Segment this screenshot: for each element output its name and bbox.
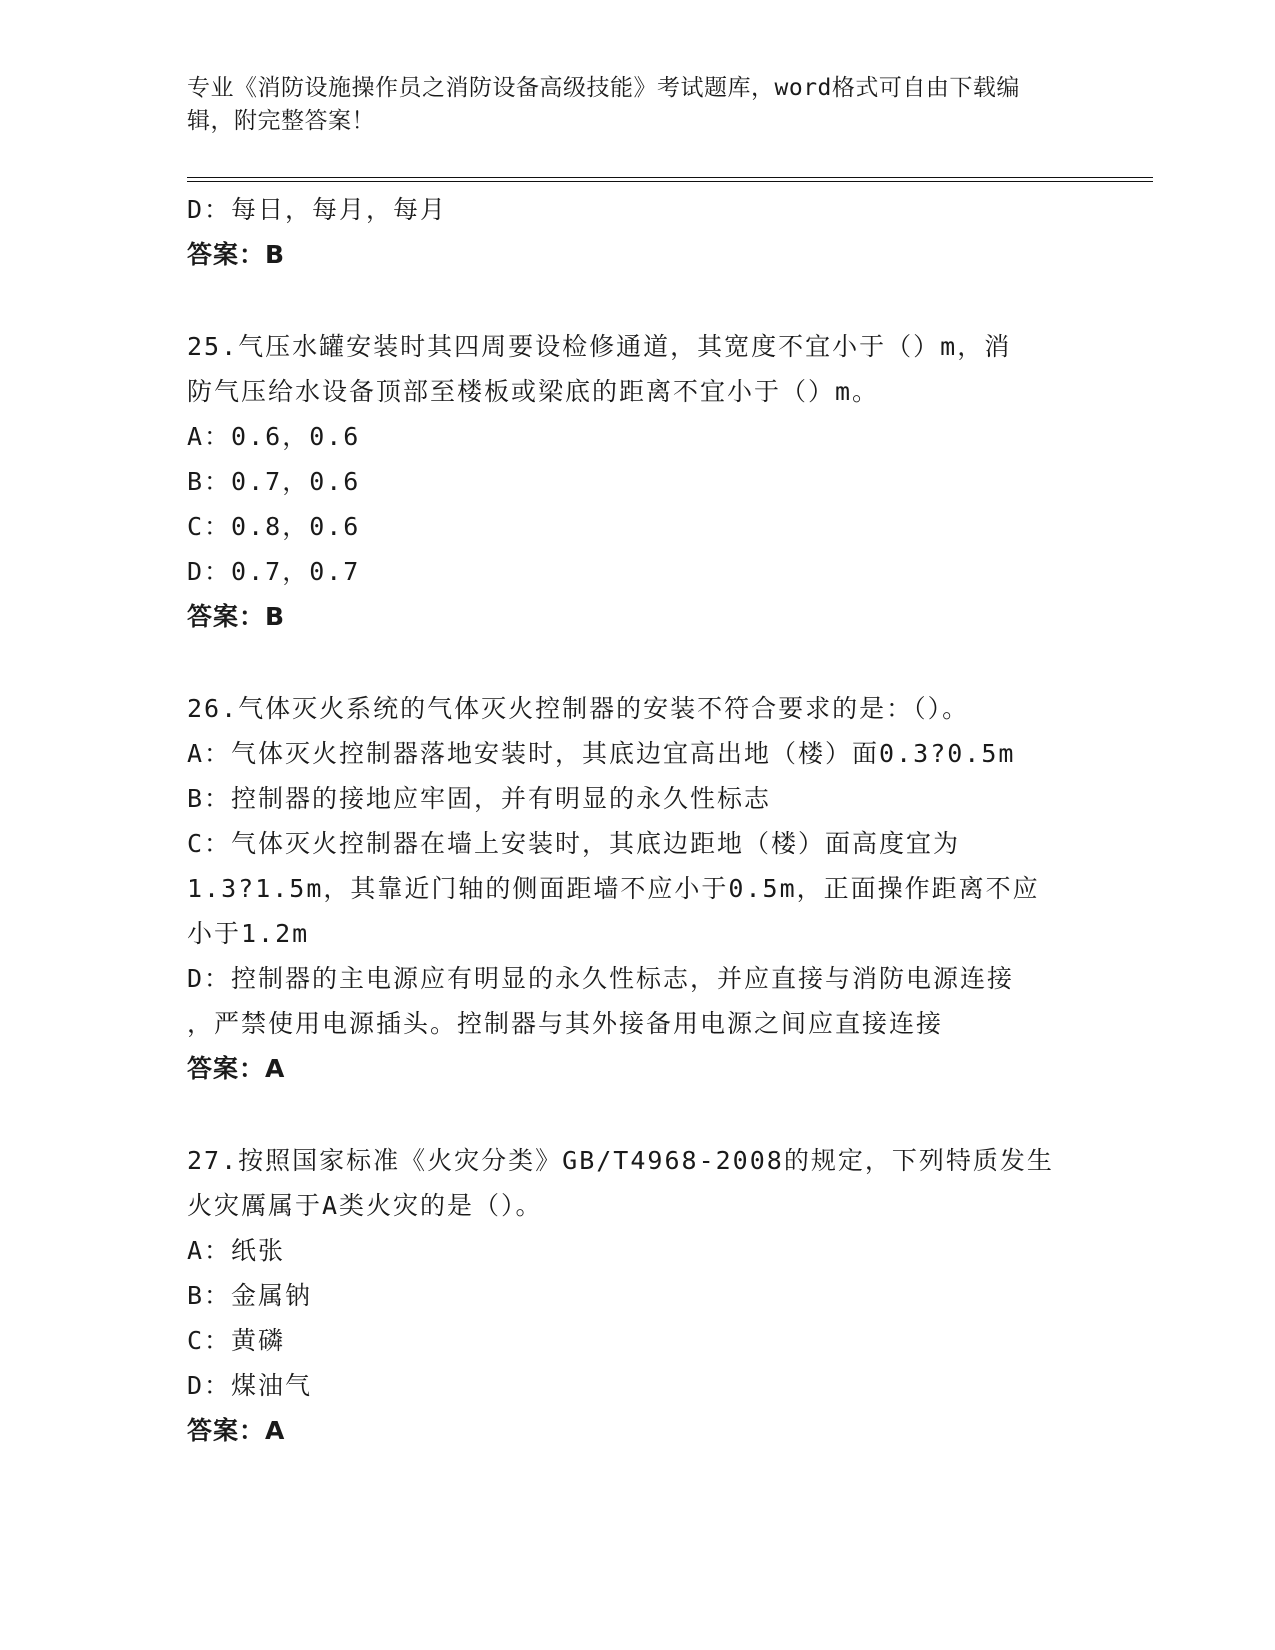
option-b: B：金属钠 — [187, 1281, 313, 1310]
header-divider-bottom — [187, 181, 1153, 182]
question-stem: 防气压给水设备顶部至楼板或梁底的距离不宜小于（）m。 — [187, 377, 880, 406]
option-c: C：气体灭火控制器在墙上安装时，其底边距地（楼）面高度宜为 — [187, 829, 961, 858]
question-stem: 27.按照国家标准《火灾分类》GB/T4968-2008的规定，下列特质发生 — [187, 1146, 1054, 1175]
question-27 — [187, 1138, 1087, 1453]
answer-line: 答案：B — [187, 240, 286, 269]
option-d: D：每日，每月，每月 — [187, 195, 448, 224]
question-25 — [187, 324, 1087, 639]
document-body — [187, 187, 1087, 1453]
option-b: B：0.7，0.6 — [187, 467, 361, 496]
question-26 — [187, 686, 1087, 1091]
option-d-continued: ，严禁使用电源插头。控制器与其外接备用电源之间应直接连接 — [187, 1009, 944, 1038]
option-d: D：煤油气 — [187, 1371, 313, 1400]
header-line-1: 专业《消防设施操作员之消防设备高级技能》考试题库，word格式可自由下载编 — [187, 75, 1020, 101]
question-stem: 26.气体灭火系统的气体灭火控制器的安装不符合要求的是：（）。 — [187, 694, 970, 723]
header-divider-top — [187, 177, 1153, 178]
question-stem: 25.气压水罐安装时其四周要设检修通道，其宽度不宜小于（）m，消 — [187, 332, 1012, 361]
option-d: D：0.7，0.7 — [187, 557, 361, 586]
header-line-2: 辑，附完整答案！ — [187, 108, 375, 134]
option-a: A：纸张 — [187, 1236, 286, 1265]
option-a: A：气体灭火控制器落地安装时，其底边宜高出地（楼）面0.3?0.5m — [187, 739, 1016, 768]
option-d: D：控制器的主电源应有明显的永久性标志，并应直接与消防电源连接 — [187, 964, 1015, 993]
option-c-continued: 小于1.2m — [187, 919, 310, 948]
document-header — [187, 72, 1067, 138]
question-fragment — [187, 187, 1087, 277]
answer-line: 答案：A — [187, 1054, 286, 1083]
option-c: C：0.8，0.6 — [187, 512, 361, 541]
option-a: A：0.6，0.6 — [187, 422, 361, 451]
question-stem: 火灾厲属于A类火灾的是（）。 — [187, 1191, 543, 1220]
option-b: B：控制器的接地应牢固，并有明显的永久性标志 — [187, 784, 772, 813]
answer-line: 答案：B — [187, 602, 286, 631]
answer-line: 答案：A — [187, 1416, 286, 1445]
option-c-continued: 1.3?1.5m，其靠近门轴的侧面距墙不应小于0.5m，正面操作距离不应 — [187, 874, 1040, 903]
option-c: C：黄磷 — [187, 1326, 286, 1355]
